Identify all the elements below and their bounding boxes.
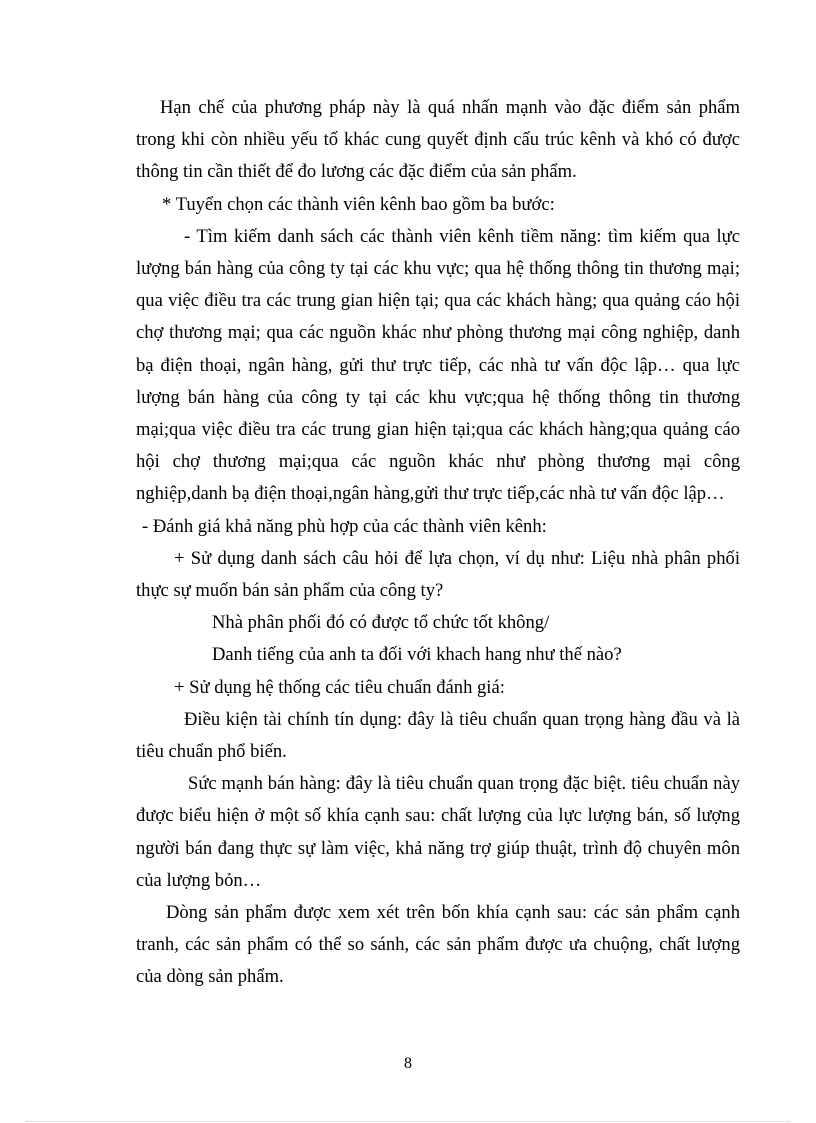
page-number: 8 bbox=[404, 1055, 412, 1072]
paragraph-product-line: Dòng sản phẩm được xem xét trên bốn khía cạnh sau: các sản phẩm cạnh tranh, các sản phẩm có thể so sánh, các sản phẩm được ưa chuộng, chất lượng của dòng sản phẩm. bbox=[136, 902, 740, 988]
paragraph-financial-criteria: Điều kiện tài chính tín dụng: đây là tiêu chuẩn quan trọng hàng đầu và là tiêu chuẩn phổ biến. bbox=[136, 708, 740, 763]
paragraph-question-list: + Sử dụng danh sách câu hỏi để lựa chọn, ví dụ như: Liệu nhà phân phối thực sự muốn bán sản phẩm của công ty? bbox=[136, 547, 740, 602]
paragraph-criteria-heading: + Sử dụng hệ thống các tiêu chuẩn đánh giá: bbox=[174, 676, 505, 698]
paragraph-question-reputation: Danh tiếng của anh ta đối với khach hang như thế nào? bbox=[212, 644, 622, 666]
paragraph-method-limitations: Hạn chế của phương pháp này là quá nhấn mạnh vào đặc điểm sản phẩm trong khi còn nhiều yếu tố khác cung quyết định cấu trúc kênh và khó có được thông tin cần thiết để đo lương các đặc điểm của sản phẩm. bbox=[136, 97, 740, 183]
paragraph-question-organized: Nhà phân phối đó có được tổ chức tốt không/ bbox=[212, 612, 550, 634]
paragraph-search-members: - Tìm kiếm danh sách các thành viên kênh tiềm năng: tìm kiếm qua lực lượng bán hàng của công ty tại các khu vực; qua hệ thống thông tin thương mại; qua việc điều tra các trung gian hiện tại; qua các khách hàng; qua quảng cáo hội chợ thương mại; qua các nguồn khác như phòng thương mại công nghiệp, danh bạ điện thoại, ngân hàng, gửi thư trực tiếp, các nhà tư vấn độc lập… qua lực lượng bán hàng của công ty tại các khu vực;qua hệ thống thông tin thương mại;qua việc điều tra các trung gian hiện tại;qua các khách hàng;qua quảng cáo hội chợ thương mại;qua các nguồn khác như phòng thương mại công nghiệp,danh bạ điện thoại,ngân hàng,gửi thư trực tiếp,các nhà tư vấn độc lập… bbox=[136, 225, 740, 505]
paragraph-evaluate-heading: - Đánh giá khả năng phù hợp của các thành viên kênh: bbox=[142, 515, 547, 537]
footer-dotted-rule bbox=[26, 1121, 790, 1122]
paragraph-sales-strength: Sức mạnh bán hàng: đây là tiêu chuẩn quan trọng đặc biệt. tiêu chuẩn này được biểu hiện ở một số khía cạnh sau: chất lượng của lực lượng bán, số lượng người bán đang thực sự làm việc, khả năng trợ giúp thuật, trình độ chuyên môn của lượng bỏn… bbox=[136, 773, 740, 891]
paragraph-selection-heading: * Tuyển chọn các thành viên kênh bao gồm ba bước: bbox=[162, 193, 555, 215]
page-body bbox=[136, 92, 740, 994]
